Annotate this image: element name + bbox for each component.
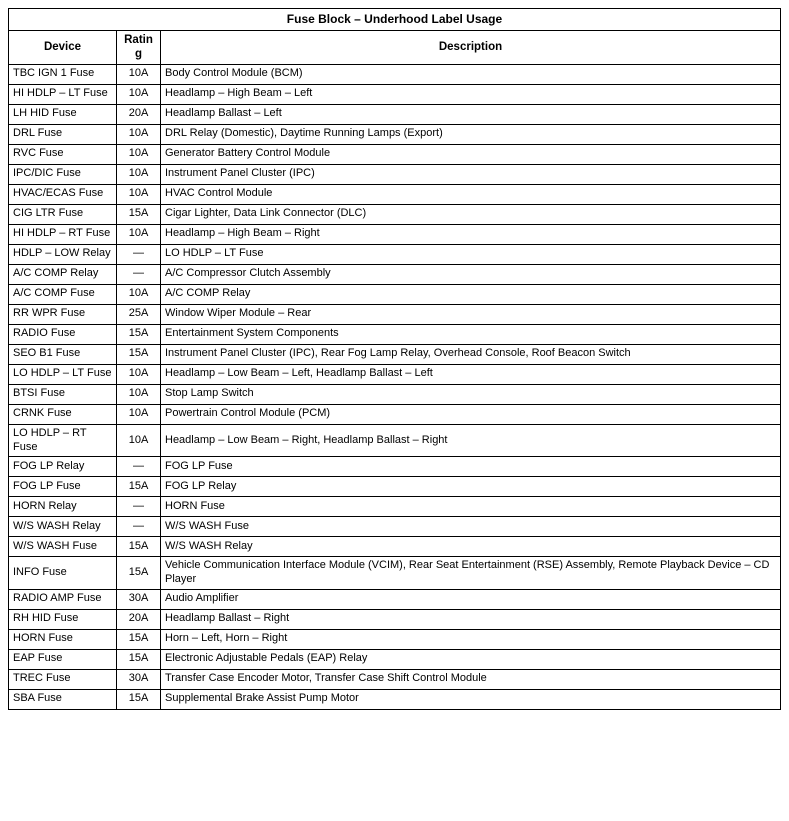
device-cell: CIG LTR Fuse xyxy=(9,204,117,224)
rating-cell: 15A xyxy=(117,324,161,344)
rating-cell: 10A xyxy=(117,384,161,404)
rating-cell: 10A xyxy=(117,364,161,384)
device-cell: RADIO AMP Fuse xyxy=(9,589,117,609)
rating-cell: — xyxy=(117,264,161,284)
description-cell: W/S WASH Fuse xyxy=(161,517,781,537)
description-cell: Horn – Left, Horn – Right xyxy=(161,629,781,649)
device-cell: FOG LP Relay xyxy=(9,457,117,477)
column-header-rating: Rating xyxy=(117,31,161,65)
table-row xyxy=(9,517,781,537)
description-cell: Headlamp Ballast – Right xyxy=(161,609,781,629)
description-cell: LO HDLP – LT Fuse xyxy=(161,244,781,264)
table-row xyxy=(9,537,781,557)
rating-cell: 10A xyxy=(117,124,161,144)
table-row xyxy=(9,184,781,204)
description-cell: Transfer Case Encoder Motor, Transfer Case Shift Control Module xyxy=(161,669,781,689)
device-cell: RADIO Fuse xyxy=(9,324,117,344)
description-cell: Headlamp – High Beam – Right xyxy=(161,224,781,244)
table-row xyxy=(9,204,781,224)
device-cell: CRNK Fuse xyxy=(9,404,117,424)
description-cell: Instrument Panel Cluster (IPC) xyxy=(161,164,781,184)
device-cell: RVC Fuse xyxy=(9,144,117,164)
table-row xyxy=(9,124,781,144)
table-row xyxy=(9,689,781,709)
table-row xyxy=(9,304,781,324)
table-row xyxy=(9,264,781,284)
rating-cell: 15A xyxy=(117,204,161,224)
description-cell: Electronic Adjustable Pedals (EAP) Relay xyxy=(161,649,781,669)
device-cell: TREC Fuse xyxy=(9,669,117,689)
rating-cell: 15A xyxy=(117,477,161,497)
table-row xyxy=(9,284,781,304)
device-cell: FOG LP Fuse xyxy=(9,477,117,497)
description-cell: A/C Compressor Clutch Assembly xyxy=(161,264,781,284)
device-cell: LO HDLP – RT Fuse xyxy=(9,424,117,457)
rating-cell: 10A xyxy=(117,424,161,457)
fuse-block-table xyxy=(8,8,781,710)
rating-cell: 15A xyxy=(117,537,161,557)
description-cell: Window Wiper Module – Rear xyxy=(161,304,781,324)
description-cell: Headlamp Ballast – Left xyxy=(161,104,781,124)
device-cell: HI HDLP – RT Fuse xyxy=(9,224,117,244)
table-row xyxy=(9,164,781,184)
rating-cell: 10A xyxy=(117,164,161,184)
description-cell: Cigar Lighter, Data Link Connector (DLC) xyxy=(161,204,781,224)
description-cell: A/C COMP Relay xyxy=(161,284,781,304)
description-cell: Instrument Panel Cluster (IPC), Rear Fog Lamp Relay, Overhead Console, Roof Beacon Switch xyxy=(161,344,781,364)
description-cell: FOG LP Fuse xyxy=(161,457,781,477)
device-cell: SBA Fuse xyxy=(9,689,117,709)
table-row xyxy=(9,589,781,609)
device-cell: W/S WASH Fuse xyxy=(9,537,117,557)
description-cell: HORN Fuse xyxy=(161,497,781,517)
device-cell: RR WPR Fuse xyxy=(9,304,117,324)
rating-cell: 20A xyxy=(117,609,161,629)
table-row xyxy=(9,364,781,384)
device-cell: HI HDLP – LT Fuse xyxy=(9,84,117,104)
table-row xyxy=(9,144,781,164)
rating-cell: — xyxy=(117,457,161,477)
table-row xyxy=(9,477,781,497)
device-cell: TBC IGN 1 Fuse xyxy=(9,64,117,84)
device-cell: IPC/DIC Fuse xyxy=(9,164,117,184)
device-cell: W/S WASH Relay xyxy=(9,517,117,537)
table-row xyxy=(9,404,781,424)
column-header-device: Device xyxy=(9,31,117,65)
description-cell: HVAC Control Module xyxy=(161,184,781,204)
title-row xyxy=(9,9,781,31)
rating-cell: — xyxy=(117,497,161,517)
rating-cell: 15A xyxy=(117,344,161,364)
description-cell: Powertrain Control Module (PCM) xyxy=(161,404,781,424)
fuse-table-body xyxy=(9,64,781,709)
device-cell: DRL Fuse xyxy=(9,124,117,144)
device-cell: LO HDLP – LT Fuse xyxy=(9,364,117,384)
table-row xyxy=(9,344,781,364)
table-row xyxy=(9,497,781,517)
description-cell: DRL Relay (Domestic), Daytime Running Lamps (Export) xyxy=(161,124,781,144)
device-cell: SEO B1 Fuse xyxy=(9,344,117,364)
description-cell: Stop Lamp Switch xyxy=(161,384,781,404)
description-cell: Headlamp – Low Beam – Left, Headlamp Ballast – Left xyxy=(161,364,781,384)
description-cell: Headlamp – Low Beam – Right, Headlamp Ballast – Right xyxy=(161,424,781,457)
table-row xyxy=(9,64,781,84)
rating-cell: 10A xyxy=(117,144,161,164)
device-cell: A/C COMP Fuse xyxy=(9,284,117,304)
description-cell: W/S WASH Relay xyxy=(161,537,781,557)
device-cell: HVAC/ECAS Fuse xyxy=(9,184,117,204)
table-row xyxy=(9,609,781,629)
table-row xyxy=(9,224,781,244)
rating-cell: 15A xyxy=(117,689,161,709)
device-cell: HDLP – LOW Relay xyxy=(9,244,117,264)
rating-cell: 15A xyxy=(117,629,161,649)
device-cell: A/C COMP Relay xyxy=(9,264,117,284)
device-cell: HORN Fuse xyxy=(9,629,117,649)
table-row xyxy=(9,324,781,344)
description-cell: Supplemental Brake Assist Pump Motor xyxy=(161,689,781,709)
device-cell: INFO Fuse xyxy=(9,557,117,590)
rating-cell: — xyxy=(117,244,161,264)
rating-cell: 15A xyxy=(117,557,161,590)
table-row xyxy=(9,557,781,590)
rating-cell: 20A xyxy=(117,104,161,124)
rating-cell: 10A xyxy=(117,184,161,204)
rating-cell: 10A xyxy=(117,224,161,244)
table-row xyxy=(9,84,781,104)
description-cell: Vehicle Communication Interface Module (VCIM), Rear Seat Entertainment (RSE) Assembly, Remote Playback Device – CD Player xyxy=(161,557,781,590)
table-row xyxy=(9,669,781,689)
rating-cell: 10A xyxy=(117,64,161,84)
rating-cell: 10A xyxy=(117,284,161,304)
table-row xyxy=(9,104,781,124)
rating-cell: 30A xyxy=(117,589,161,609)
table-row xyxy=(9,649,781,669)
rating-cell: 15A xyxy=(117,649,161,669)
table-row xyxy=(9,424,781,457)
table-title: Fuse Block – Underhood Label Usage xyxy=(9,9,781,31)
description-cell: Headlamp – High Beam – Left xyxy=(161,84,781,104)
device-cell: BTSI Fuse xyxy=(9,384,117,404)
table-row xyxy=(9,244,781,264)
rating-cell: 30A xyxy=(117,669,161,689)
rating-cell: 10A xyxy=(117,404,161,424)
table-row xyxy=(9,457,781,477)
rating-cell: 25A xyxy=(117,304,161,324)
description-cell: Body Control Module (BCM) xyxy=(161,64,781,84)
description-cell: Audio Amplifier xyxy=(161,589,781,609)
description-cell: Entertainment System Components xyxy=(161,324,781,344)
column-header-description: Description xyxy=(161,31,781,65)
table-row xyxy=(9,384,781,404)
device-cell: EAP Fuse xyxy=(9,649,117,669)
table-header xyxy=(9,9,781,65)
description-cell: Generator Battery Control Module xyxy=(161,144,781,164)
column-header-row xyxy=(9,31,781,65)
device-cell: HORN Relay xyxy=(9,497,117,517)
device-cell: LH HID Fuse xyxy=(9,104,117,124)
table-row xyxy=(9,629,781,649)
rating-cell: — xyxy=(117,517,161,537)
device-cell: RH HID Fuse xyxy=(9,609,117,629)
description-cell: FOG LP Relay xyxy=(161,477,781,497)
rating-cell: 10A xyxy=(117,84,161,104)
